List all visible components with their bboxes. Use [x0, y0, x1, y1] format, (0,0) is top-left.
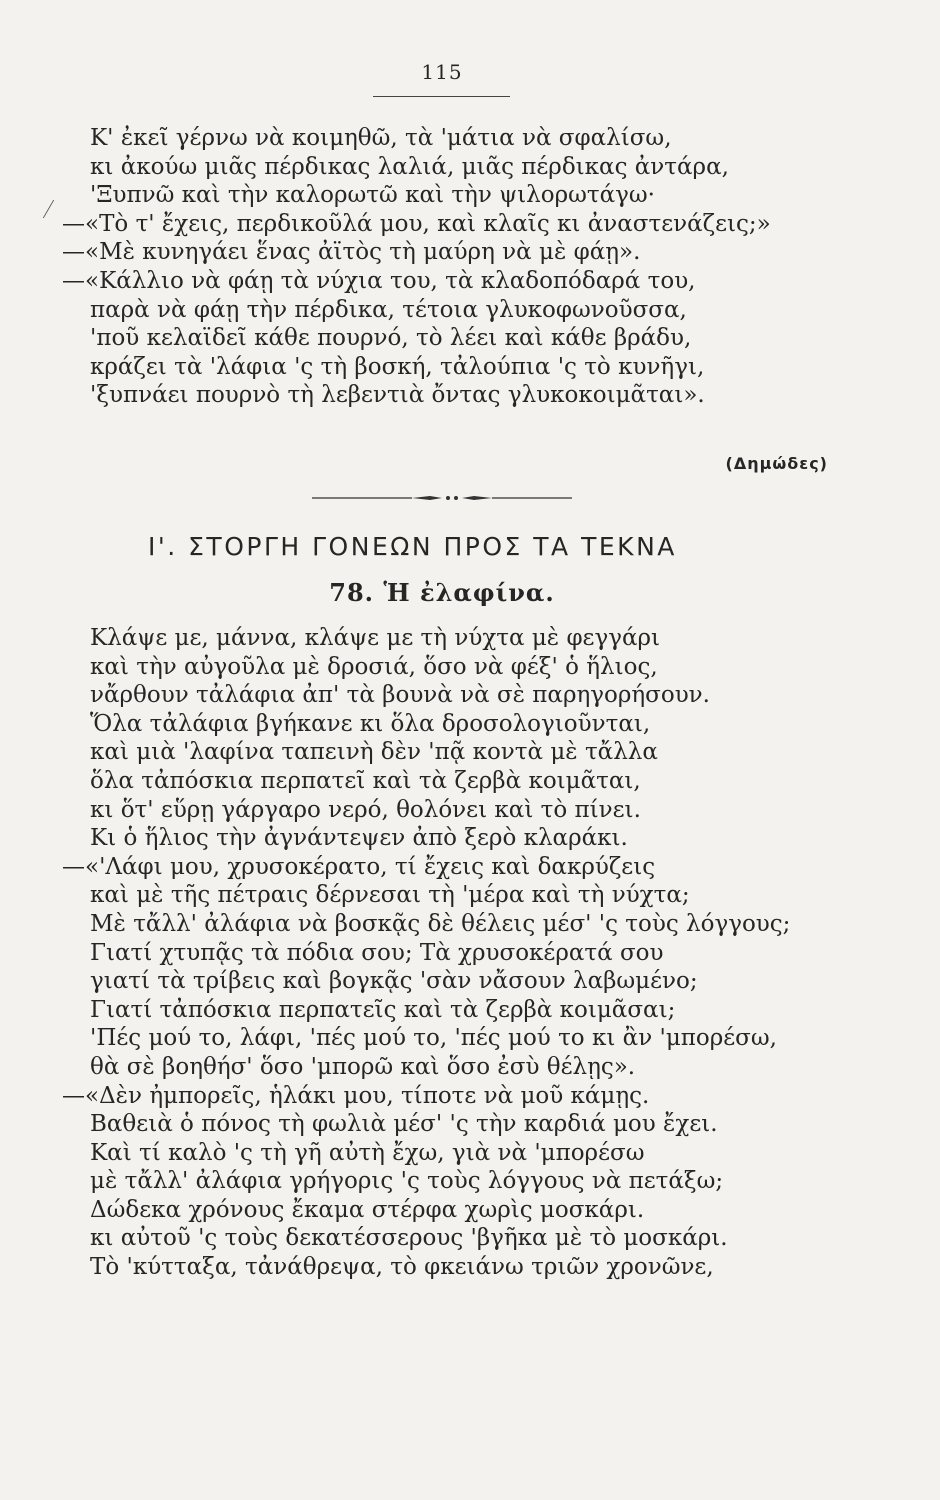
verse-line: μὲ τἄλλ' ἀλάφια γρήγορις 'ς τοὺς λόγγους νὰ πετάξω;	[90, 1168, 724, 1195]
verse-line: καὶ μιὰ 'λαφίνα ταπεινὴ δὲν 'πᾷ κοντὰ μὲ τἄλλα	[90, 739, 658, 766]
verse-line: παρὰ νὰ φάῃ τὴν πέρδικα, τέτοια γλυκοφωνοῦσσα,	[90, 296, 687, 323]
verse-line: 'ποῦ κελαϊδεῖ κάθε πουρνό, τὸ λέει καὶ κάθε βράδυ,	[90, 325, 692, 352]
verse-line: 'Ξυπνῶ καὶ τὴν καλορωτῶ καὶ τὴν ψιλορωτάγω·	[90, 182, 655, 209]
verse-line: Καὶ τί καλὸ 'ς τὴ γῆ αὐτὴ ἔχω, γιὰ νὰ 'μπορέσω	[90, 1139, 645, 1166]
verse-line: Μὲ τἄλλ' ἀλάφια νὰ βοσκᾷς δὲ θέλεις μέσ' 'ς τοὺς λόγγους;	[90, 910, 791, 937]
margin-mark	[43, 200, 60, 218]
header-rule	[373, 96, 510, 97]
verse-line: κράζει τὰ 'λάφια 'ς τὴ βοσκή, τἀλούπια 'ς τὸ κυνῆγι,	[90, 353, 705, 380]
verse-line: ὅλα τἀπόσκια περπατεῖ καὶ τὰ ζερβὰ κοιμᾶται,	[90, 767, 641, 794]
verse-line: κι ἀκούω μιᾶς πέρδικας λαλιά, μιᾶς πέρδικας ἀντάρα,	[90, 153, 729, 180]
verse-line: Κλάψε με, μάννα, κλάψε με τὴ νύχτα μὲ φεγγάρι	[90, 625, 661, 651]
verse-line: γιατί τὰ τρίβεις καὶ βογκᾷς 'σὰν νἄσουν λαβωμένο;	[90, 968, 698, 995]
verse-line: νἄρθουν τἀλάφια ἀπ' τὰ βουνὰ νὰ σὲ παρηγορήσουν.	[90, 682, 710, 709]
verse-line: θὰ σὲ βοηθήσ' ὅσο 'μπορῶ καὶ ὅσο ἐσὺ θέλῃς».	[90, 1053, 636, 1080]
verse-line: 'ξυπνάει πουρνὸ τὴ λεβεντιὰ ὄντας γλυκοκοιμᾶται».	[90, 382, 705, 409]
verse-line: Ὅλα τἀλάφια βγήκανε κι ὅλα δροσολογιοῦνται,	[90, 710, 651, 737]
verse-line: 'Πές μού το, λάφι, 'πές μού το, 'πές μού το κι ἂν 'μπορέσω,	[90, 1025, 777, 1052]
page-number: 115	[421, 60, 463, 84]
verse-line: Γιατί χτυπᾷς τὰ πόδια σου; Τὰ χρυσοκέρατά σου	[90, 939, 664, 966]
verse-line: καὶ μὲ τῆς πέτραις δέρνεσαι τὴ 'μέρα καὶ τὴ νύχτα;	[90, 882, 690, 909]
verse-line: —«Δὲν ἠμπορεῖς, ἡλάκι μου, τίποτε νὰ μοῦ κάμῃς.	[62, 1082, 650, 1109]
section-ornament-divider	[312, 490, 572, 506]
poem-title: 78. Ἡ ἐλαφίνα.	[329, 578, 555, 607]
verse-line: —«Μὲ κυνηγάει ἕνας ἀϊτὸς τὴ μαύρη νὰ μὲ φάῃ».	[62, 239, 641, 266]
verse-line: Δώδεκα χρόνους ἔκαμα στέρφα χωρὶς μοσκάρι.	[90, 1196, 645, 1223]
poem-source: (Δημώδες)	[725, 454, 828, 473]
verse-line: —«Τὸ τ' ἔχεις, περδικοῦλά μου, καὶ κλαῖς κι ἀναστενάζεις;»	[62, 210, 771, 237]
verse-line: —«Κάλλιο νὰ φάῃ τὰ νύχια του, τὰ κλαδοπόδαρά του,	[62, 267, 696, 294]
top-poem-verse	[62, 124, 860, 410]
verse-line: Κι ὁ ἥλιος τὴν ἀγνάντεψεν ἀπὸ ξερὸ κλαράκι.	[90, 825, 628, 852]
verse-line: —«'Λάφι μου, χρυσοκέρατο, τί ἔχεις καὶ δακρύζεις	[62, 853, 656, 880]
verse-line: καὶ τὴν αὐγοῦλα μὲ δροσιά, ὅσο νὰ φέξ' ὁ ἥλιος,	[90, 653, 658, 680]
verse-line: Βαθειὰ ὁ πόνος τὴ φωλιὰ μέσ' 'ς τὴν καρδιά μου ἔχει.	[90, 1111, 718, 1138]
verse-line: Κ' ἐκεῖ γέρνω νὰ κοιμηθῶ, τὰ 'μάτια νὰ σφαλίσω,	[90, 125, 672, 151]
verse-line: κι αὐτοῦ 'ς τοὺς δεκατέσσερους 'βγῆκα μὲ τὸ μοσκάρι.	[90, 1225, 728, 1252]
section-title: Ι'. ΣΤΟΡΓΗ ΓΟΝΕΩΝ ΠΡΟΣ ΤΑ ΤΕΚΝΑ	[148, 532, 677, 561]
verse-line: Τὸ 'κύτταξα, τἀνάθρεψα, τὸ φκειάνω τριῶν χρονῶνε,	[90, 1254, 714, 1281]
verse-line: κι ὅτ' εὕρῃ γάργαρο νερό, θολόνει καὶ τὸ πίνει.	[90, 796, 641, 823]
verse-line: Γιατί τἀπόσκια περπατεῖς καὶ τὰ ζερβὰ κοιμᾶσαι;	[90, 996, 676, 1023]
main-poem-verse	[62, 624, 860, 1282]
